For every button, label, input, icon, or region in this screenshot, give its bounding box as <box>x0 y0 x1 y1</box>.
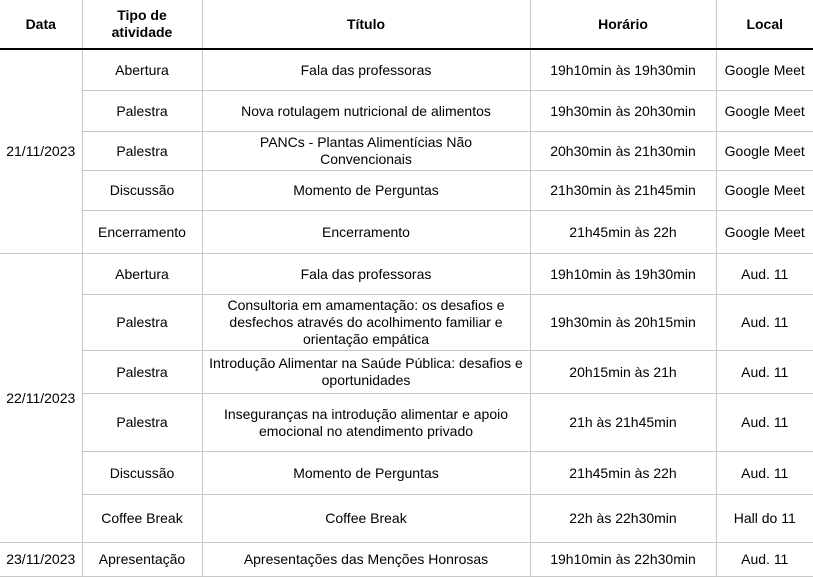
cell-horario: 19h10min às 19h30min <box>530 49 716 91</box>
cell-tipo: Palestra <box>82 351 202 394</box>
cell-tipo: Discussão <box>82 171 202 211</box>
cell-tipo: Palestra <box>82 132 202 171</box>
date-cell: 22/11/2023 <box>0 254 82 543</box>
cell-titulo: Fala das professoras <box>202 254 530 295</box>
table-row <box>0 452 813 495</box>
table-row <box>0 543 813 577</box>
cell-titulo: Introdução Alimentar na Saúde Pública: desafios e oportunidades <box>202 351 530 394</box>
cell-titulo: Fala das professoras <box>202 49 530 91</box>
cell-local: Google Meet <box>716 91 813 132</box>
cell-tipo: Palestra <box>82 295 202 351</box>
table-row <box>0 91 813 132</box>
header-local: Local <box>716 0 813 49</box>
table-row <box>0 394 813 452</box>
date-cell: 21/11/2023 <box>0 49 82 254</box>
table-row <box>0 49 813 91</box>
cell-local: Aud. 11 <box>716 351 813 394</box>
cell-horario: 21h45min às 22h <box>530 452 716 495</box>
cell-local: Google Meet <box>716 171 813 211</box>
cell-titulo: Apresentações das Menções Honrosas <box>202 543 530 577</box>
cell-titulo: Coffee Break <box>202 495 530 543</box>
table-row <box>0 495 813 543</box>
cell-tipo: Coffee Break <box>82 495 202 543</box>
cell-horario: 21h45min às 22h <box>530 211 716 254</box>
cell-titulo: Momento de Perguntas <box>202 452 530 495</box>
cell-titulo: PANCs - Plantas Alimentícias Não Convencionais <box>202 132 530 171</box>
cell-local: Aud. 11 <box>716 543 813 577</box>
cell-horario: 19h30min às 20h30min <box>530 91 716 132</box>
cell-local: Aud. 11 <box>716 452 813 495</box>
cell-titulo: Momento de Perguntas <box>202 171 530 211</box>
table-row <box>0 295 813 351</box>
cell-horario: 20h15min às 21h <box>530 351 716 394</box>
header-data: Data <box>0 0 82 49</box>
cell-tipo: Apresentação <box>82 543 202 577</box>
cell-tipo: Palestra <box>82 91 202 132</box>
table-row <box>0 171 813 211</box>
cell-titulo: Inseguranças na introdução alimentar e apoio emocional no atendimento privado <box>202 394 530 452</box>
table-row <box>0 254 813 295</box>
header-horario: Horário <box>530 0 716 49</box>
header-row <box>0 0 813 49</box>
cell-local: Google Meet <box>716 211 813 254</box>
cell-horario: 19h30min às 20h15min <box>530 295 716 351</box>
cell-horario: 19h10min às 22h30min <box>530 543 716 577</box>
date-cell: 23/11/2023 <box>0 543 82 577</box>
cell-tipo: Encerramento <box>82 211 202 254</box>
table-row <box>0 211 813 254</box>
table-row <box>0 351 813 394</box>
cell-tipo: Palestra <box>82 394 202 452</box>
cell-tipo: Abertura <box>82 254 202 295</box>
cell-local: Google Meet <box>716 132 813 171</box>
cell-horario: 20h30min às 21h30min <box>530 132 716 171</box>
cell-horario: 21h às 21h45min <box>530 394 716 452</box>
cell-horario: 21h30min às 21h45min <box>530 171 716 211</box>
cell-local: Aud. 11 <box>716 254 813 295</box>
cell-local: Hall do 11 <box>716 495 813 543</box>
table-row <box>0 132 813 171</box>
cell-tipo: Abertura <box>82 49 202 91</box>
header-tipo: Tipo de atividade <box>82 0 202 49</box>
cell-tipo: Discussão <box>82 452 202 495</box>
cell-titulo: Consultoria em amamentação: os desafios e desfechos através do acolhimento familiar e orientação empática <box>202 295 530 351</box>
cell-horario: 22h às 22h30min <box>530 495 716 543</box>
cell-local: Aud. 11 <box>716 394 813 452</box>
header-titulo: Título <box>202 0 530 49</box>
cell-horario: 19h10min às 19h30min <box>530 254 716 295</box>
cell-titulo: Nova rotulagem nutricional de alimentos <box>202 91 530 132</box>
cell-titulo: Encerramento <box>202 211 530 254</box>
cell-local: Aud. 11 <box>716 295 813 351</box>
cell-local: Google Meet <box>716 49 813 91</box>
